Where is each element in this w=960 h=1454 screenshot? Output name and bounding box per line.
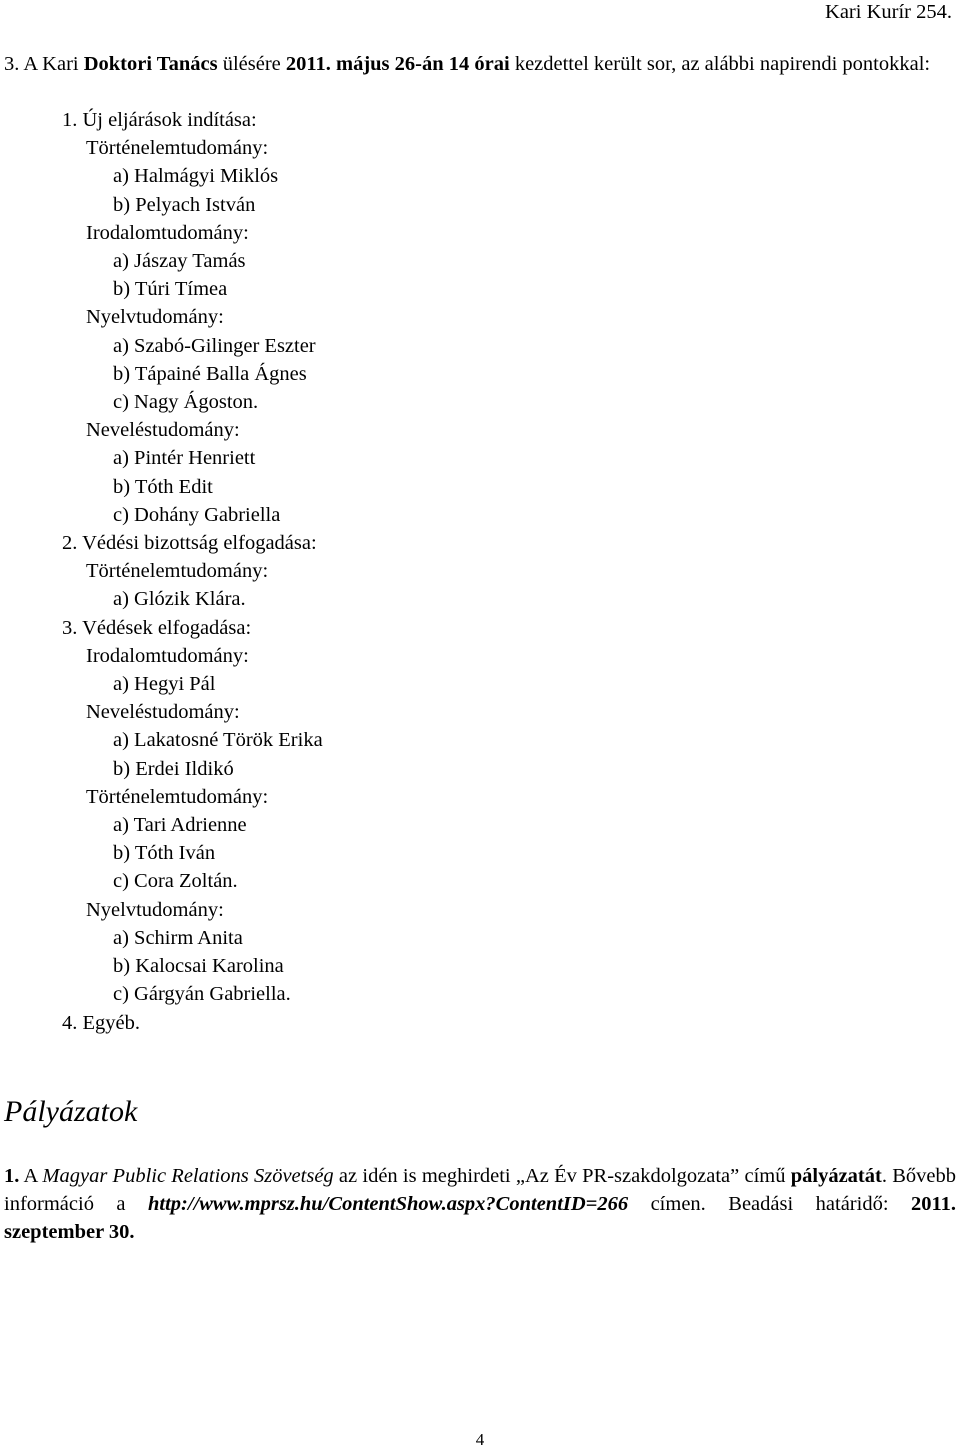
agenda-candidate: a) Halmágyi Miklós — [113, 165, 279, 188]
agenda-candidate: b) Túri Tímea — [113, 278, 228, 301]
announcement-text: A — [19, 1165, 43, 1187]
announcement-paragraph — [4, 1162, 956, 1247]
agenda-candidate: a) Lakatosné Török Erika — [113, 729, 323, 752]
agenda-candidate: c) Gárgyán Gabriella. — [113, 983, 291, 1006]
agenda-candidate: a) Schirm Anita — [113, 926, 243, 949]
agenda-candidate: b) Erdei Ildikó — [113, 757, 234, 780]
agenda-field-heading: Történelemtudomány: — [86, 137, 269, 160]
agenda-candidate: b) Tápainé Balla Ágnes — [113, 362, 307, 385]
intro-bold-council: Doktori Tanács — [83, 53, 218, 75]
agenda-candidate: c) Nagy Ágoston. — [113, 391, 259, 414]
intro-bold-date: 2011. május 26-án 14 órai — [285, 53, 510, 75]
agenda-field-heading: Történelemtudomány: — [86, 560, 269, 583]
agenda-field-heading: Történelemtudomány: — [86, 785, 269, 808]
agenda-item: 1. Új eljárások indítása: — [62, 109, 257, 131]
announcement-bold: pályázatát — [790, 1165, 882, 1187]
agenda-candidate: b) Kalocsai Karolina — [113, 955, 284, 978]
agenda-candidate: a) Jászay Tamás — [113, 250, 246, 273]
agenda-field-heading: Irodalomtudomány: — [86, 221, 249, 244]
intro-text: ülésére — [217, 53, 286, 75]
deadline-date: 2011. szeptember 30. — [4, 1193, 956, 1244]
info-url-link[interactable]: http://www.mprsz.hu/ContentShow.aspx?ContentID=266 — [148, 1193, 629, 1216]
agenda-candidate: b) Tóth Edit — [113, 475, 213, 498]
intro-text: kezdettel került sor, az alábbi napirendi pontokkal: — [509, 53, 931, 75]
agenda-field-heading: Irodalomtudomány: — [86, 644, 249, 667]
intro-text: 3. A Kari — [4, 53, 84, 75]
intro-paragraph — [4, 50, 956, 78]
agenda-candidate: b) Tóth Iván — [113, 842, 216, 865]
agenda-candidate: a) Pintér Henriett — [113, 447, 256, 470]
agenda-item: 2. Védési bizottság elfogadása: — [62, 532, 317, 555]
agenda-item: 3. Védések elfogadása: — [62, 616, 252, 639]
agenda-candidate: a) Glózik Klára. — [113, 588, 246, 611]
agenda-item: 4. Egyéb. — [62, 1011, 140, 1034]
agenda-field-heading: Nyelvtudomány: — [86, 898, 224, 921]
agenda-list — [62, 106, 323, 1037]
announcement-number: 1. — [4, 1165, 20, 1187]
announcement-text: címen. Beadási határidő: — [628, 1193, 911, 1216]
agenda-field-heading: Nyelvtudomány: — [86, 306, 224, 329]
agenda-candidate: b) Pelyach István — [113, 193, 256, 216]
agenda-field-heading: Neveléstudomány: — [86, 701, 240, 724]
page-header: Kari Kurír 254. — [825, 1, 952, 23]
agenda-candidate: c) Dohány Gabriella — [113, 503, 281, 526]
agenda-candidate: c) Cora Zoltán. — [113, 870, 238, 893]
page-number: 4 — [475, 1430, 485, 1449]
organization-name: Magyar Public Relations Szövetség — [42, 1165, 334, 1187]
agenda-candidate: a) Hegyi Pál — [113, 673, 216, 696]
agenda-candidate: a) Szabó-Gilinger Eszter — [113, 334, 316, 357]
announcement-text: az idén is meghirdeti „Az Év PR-szakdolgozata” című — [333, 1165, 791, 1187]
agenda-candidate: a) Tari Adrienne — [113, 814, 247, 837]
section-title: Pályázatok — [4, 1095, 138, 1128]
announcement-text: . Bővebb információ a — [4, 1165, 956, 1216]
agenda-field-heading: Neveléstudomány: — [86, 419, 240, 442]
